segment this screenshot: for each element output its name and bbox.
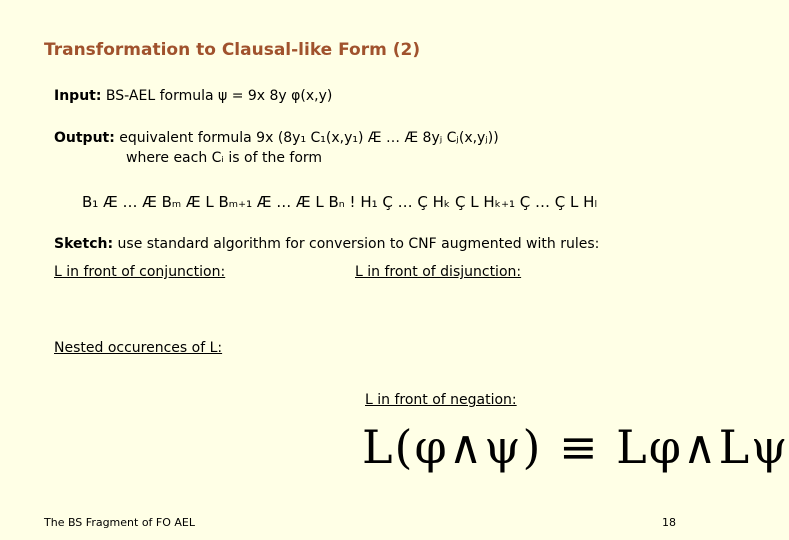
- rule-disjunction: L in front of disjunction:: [355, 264, 522, 280]
- sketch-label: Sketch:: [54, 236, 114, 252]
- input-text: BS-AEL formula ψ = 9x 8y φ(x,y): [101, 88, 333, 104]
- rule-negation: L in front of negation:: [365, 392, 517, 408]
- output-line2: where each Cᵢ is of the form: [126, 150, 323, 166]
- input-line: [54, 88, 332, 104]
- sketch-text: use standard algorithm for conversion to CNF augmented with rules:: [113, 236, 600, 252]
- rule-conjunction: L in front of conjunction:: [54, 264, 226, 280]
- formula-image: L(φ∧ψ) ≡ Lφ∧Lψ: [362, 420, 789, 474]
- input-label: Input:: [54, 88, 102, 104]
- clause-form: B₁ Æ … Æ Bₘ Æ L Bₘ₊₁ Æ … Æ L Bₙ ! H₁ Ç … Ç Hₖ Ç L Hₖ₊₁ Ç … Ç L Hₗ: [82, 193, 597, 211]
- output-line: [54, 130, 499, 146]
- rule-nested: Nested occurences of L:: [54, 340, 223, 356]
- output-label: Output:: [54, 130, 115, 146]
- footer-title: The BS Fragment of FO AEL: [44, 516, 196, 529]
- page-number: 18: [662, 516, 676, 529]
- slide-title: Transformation to Clausal-like Form (2): [44, 40, 421, 60]
- output-text: equivalent formula 9x (8y₁ C₁(x,y₁) Æ … Æ 8yⱼ Cⱼ(x,yⱼ)): [114, 130, 499, 146]
- sketch-line: [54, 236, 599, 252]
